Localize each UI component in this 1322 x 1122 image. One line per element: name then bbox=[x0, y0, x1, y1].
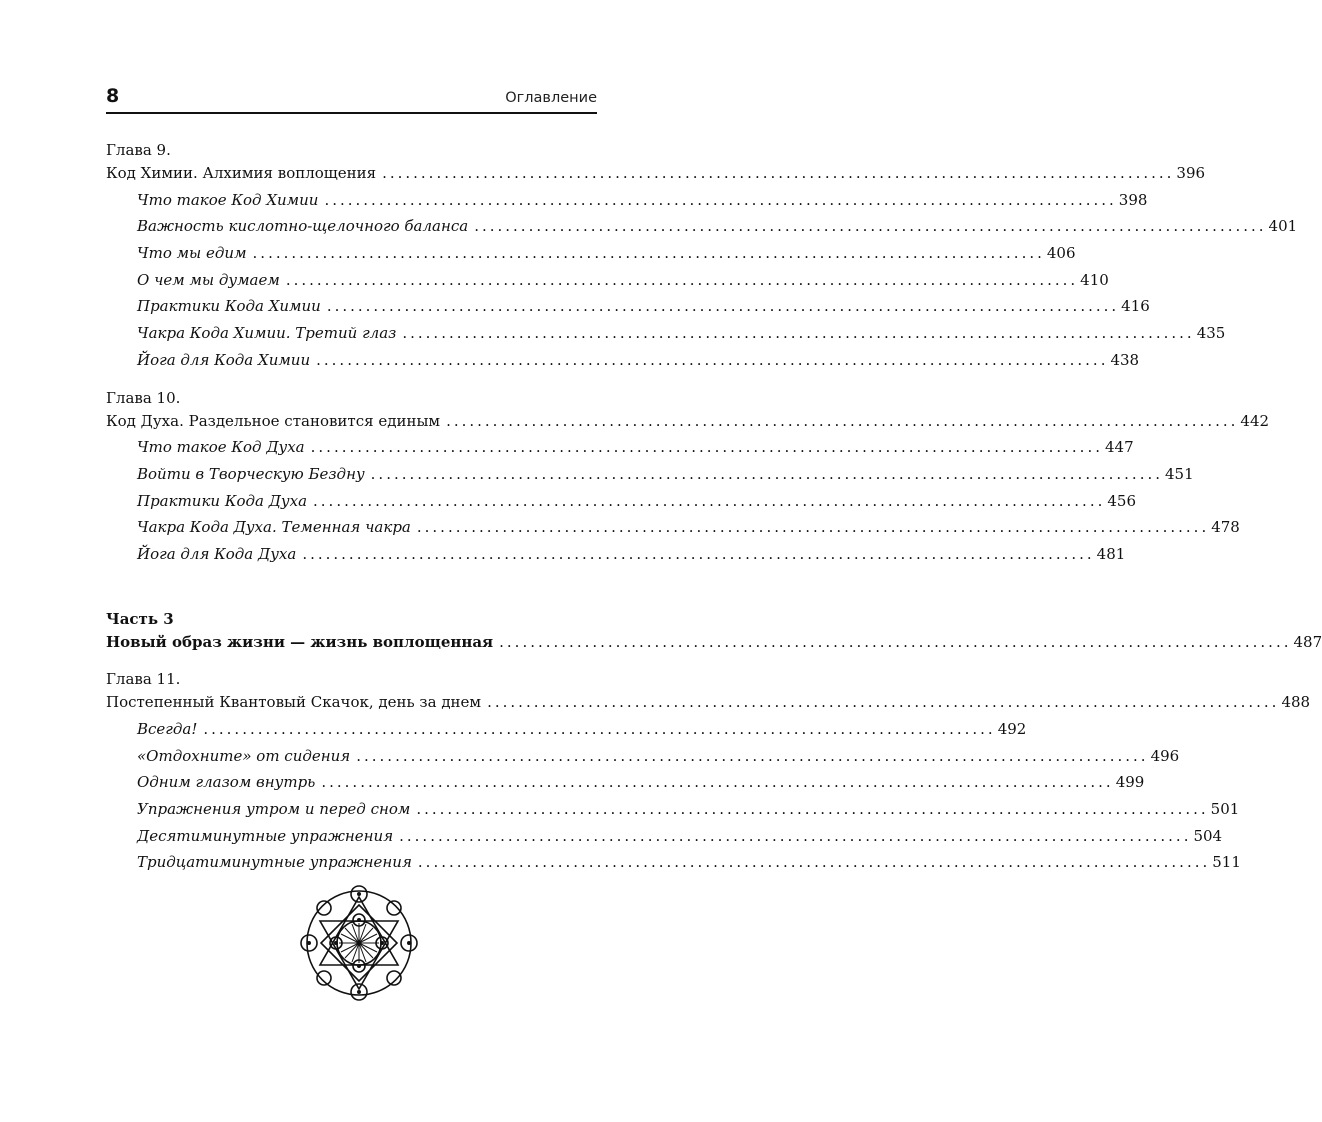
dot-leader: ...................................................................................................... bbox=[416, 518, 1210, 537]
toc-entry-section[interactable] bbox=[106, 434, 1134, 461]
toc-entry-title: Упражнения утром и перед сном bbox=[137, 800, 411, 819]
dot-leader: ...................................................................................................... bbox=[499, 632, 1292, 651]
toc-entry-section[interactable] bbox=[106, 320, 1226, 347]
chapter-label: Глава 11. bbox=[106, 670, 181, 689]
dot-leader: ...................................................................................................... bbox=[285, 270, 1079, 289]
toc-entry-page: 438 bbox=[1110, 350, 1140, 369]
toc-entry-section[interactable] bbox=[106, 187, 1148, 214]
toc-entry-page: 396 bbox=[1176, 164, 1206, 182]
toc-entry-title: Тридцатиминутные упражнения bbox=[137, 853, 412, 872]
toc-entry-section[interactable] bbox=[106, 293, 1150, 320]
dot-leader: ...................................................................................................... bbox=[316, 350, 1109, 369]
toc-entry-section[interactable] bbox=[106, 716, 1027, 743]
dot-leader: ...................................................................................................... bbox=[382, 164, 1175, 182]
toc-entry-title: Важность кислотно-щелочного баланса bbox=[137, 217, 469, 236]
dot-leader: ...................................................................................................... bbox=[302, 544, 1095, 563]
toc-entry-chapter[interactable] bbox=[106, 160, 1206, 187]
toc-entry-page: 499 bbox=[1115, 773, 1145, 792]
toc-entry-page: 401 bbox=[1268, 217, 1298, 236]
dot-leader: ...................................................................................................... bbox=[321, 773, 1114, 792]
page-header bbox=[106, 84, 597, 114]
toc-entry-title: Новый образ жизни — жизнь воплощенная bbox=[106, 632, 494, 651]
chapter-label: Глава 10. bbox=[106, 388, 181, 407]
toc-entry-section[interactable] bbox=[106, 267, 1109, 294]
toc-entry-title: Что такое Код Химии bbox=[137, 190, 319, 209]
toc-entry-page: 451 bbox=[1165, 464, 1194, 483]
toc-entry-section[interactable] bbox=[106, 849, 1241, 876]
mandala-emblem-icon bbox=[296, 883, 422, 1003]
toc-entry-section[interactable] bbox=[106, 541, 1126, 568]
toc-entry-title: Код Химии. Алхимия воплощения bbox=[106, 164, 377, 182]
dot-leader: ...................................................................................................... bbox=[402, 324, 1195, 343]
toc-entry-title: Йога для Кода Химии bbox=[137, 350, 311, 369]
toc-entry-section[interactable] bbox=[106, 461, 1194, 488]
toc-entry-title: Что такое Код Духа bbox=[137, 438, 305, 457]
table-of-contents bbox=[106, 137, 1322, 876]
toc-entry-page: 442 bbox=[1240, 411, 1270, 430]
dot-leader: ...................................................................................................... bbox=[487, 693, 1280, 712]
toc-entry-section[interactable] bbox=[106, 796, 1240, 823]
toc-entry-page: 511 bbox=[1212, 853, 1241, 872]
running-title: Оглавление bbox=[505, 90, 597, 106]
toc-entry-page: 447 bbox=[1104, 438, 1134, 457]
page-number: 8 bbox=[106, 85, 120, 107]
toc-entry-title: Постепенный Квантовый Скачок, день за днем bbox=[106, 693, 482, 712]
dot-leader: ...................................................................................................... bbox=[310, 438, 1103, 457]
dot-leader: ...................................................................................................... bbox=[326, 297, 1120, 316]
toc-entry-page: 406 bbox=[1046, 244, 1076, 263]
toc-entry-page: 416 bbox=[1121, 297, 1150, 316]
dot-leader: ...................................................................................................... bbox=[416, 800, 1209, 819]
toc-entry-page: 488 bbox=[1281, 693, 1311, 712]
dot-leader: ...................................................................................................... bbox=[417, 853, 1211, 872]
toc-entry-title: Чакра Кода Химии. Третий глаз bbox=[137, 324, 397, 343]
toc-entry-page: 481 bbox=[1096, 544, 1126, 563]
toc-entry-title: «Отдохните» от сидения bbox=[137, 746, 351, 765]
spacer bbox=[106, 374, 597, 385]
toc-entry-page: 410 bbox=[1080, 270, 1109, 289]
toc-entry-page: 501 bbox=[1210, 800, 1240, 819]
toc-entry-page: 504 bbox=[1193, 826, 1223, 845]
dot-leader: ...................................................................................................... bbox=[313, 491, 1106, 510]
chapter-label: Глава 9. bbox=[106, 141, 171, 159]
toc-entry-section[interactable] bbox=[106, 240, 1076, 267]
spacer bbox=[106, 655, 597, 666]
dot-leader: ...................................................................................................... bbox=[324, 190, 1117, 209]
dot-leader: ...................................................................................................... bbox=[446, 411, 1239, 430]
dot-leader: ...................................................................................................... bbox=[474, 217, 1267, 236]
toc-entry-title: Десятиминутные упражнения bbox=[137, 826, 394, 845]
toc-entry-page: 478 bbox=[1211, 518, 1240, 537]
toc-entry-title: Войти в Творческую Бездну bbox=[137, 464, 365, 483]
toc-entry-title: Йога для Кода Духа bbox=[137, 544, 297, 563]
toc-entry-section[interactable] bbox=[106, 514, 1240, 541]
toc-entry-chapter[interactable] bbox=[106, 408, 1270, 435]
toc-entry-title: Код Духа. Раздельное становится единым bbox=[106, 411, 441, 430]
toc-entry-page: 456 bbox=[1107, 491, 1136, 510]
toc-entry-chapter[interactable] bbox=[106, 689, 1311, 716]
toc-entry-title: Практики Кода Духа bbox=[137, 491, 308, 510]
toc-entry-title: Всегда! bbox=[137, 720, 198, 738]
toc-entry-section[interactable] bbox=[106, 769, 1145, 796]
spacer bbox=[106, 568, 597, 606]
toc-entry-section[interactable] bbox=[106, 823, 1223, 850]
toc-entry-part[interactable] bbox=[106, 629, 1322, 656]
toc-entry-section[interactable] bbox=[106, 743, 1180, 770]
toc-entry-title: Чакра Кода Духа. Теменная чакра bbox=[137, 518, 411, 537]
dot-leader: ...................................................................................................... bbox=[252, 244, 1045, 263]
toc-entry-page: 398 bbox=[1118, 190, 1148, 209]
part-label: Часть 3 bbox=[106, 609, 174, 628]
toc-entry-page: 435 bbox=[1196, 324, 1226, 343]
toc-entry-page: 492 bbox=[997, 720, 1027, 738]
dot-leader: ...................................................................................................... bbox=[203, 720, 996, 738]
toc-entry-page: 487 bbox=[1293, 632, 1322, 651]
dot-leader: ...................................................................................................... bbox=[356, 746, 1149, 765]
toc-entry-title: О чем мы думаем bbox=[137, 270, 280, 289]
toc-entry-title: Практики Кода Химии bbox=[137, 297, 321, 316]
toc-entry-section[interactable] bbox=[106, 488, 1136, 515]
toc-entry-page: 496 bbox=[1150, 746, 1180, 765]
toc-entry-title: Что мы едим bbox=[137, 244, 247, 263]
toc-entry-section[interactable] bbox=[106, 213, 1298, 240]
toc-entry-section[interactable] bbox=[106, 347, 1140, 374]
toc-entry-title: Одним глазом внутрь bbox=[137, 773, 316, 792]
dot-leader: ...................................................................................................... bbox=[399, 826, 1192, 845]
dot-leader: ...................................................................................................... bbox=[370, 464, 1163, 483]
